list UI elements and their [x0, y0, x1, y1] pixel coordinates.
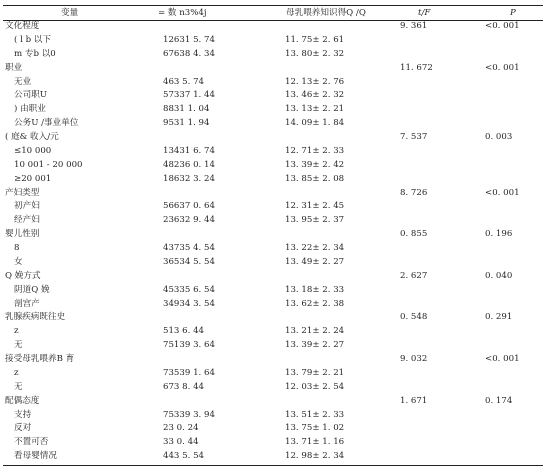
header-variable: 变量 — [61, 8, 79, 18]
row-n-percent: 18632 3. 24 — [163, 173, 215, 184]
row-p — [478, 159, 543, 173]
row-score — [248, 62, 398, 76]
row-p — [478, 422, 543, 436]
row-label: 女 — [14, 256, 23, 267]
row-p — [478, 34, 543, 48]
table-row — [3, 89, 543, 103]
row-label: 反对 — [14, 423, 32, 434]
row-t-f: 9. 032 — [400, 354, 428, 364]
table-row — [3, 34, 543, 48]
row-n-percent: 8831 1. 04 — [163, 104, 210, 115]
header-n: = 数 n3%4j — [158, 8, 207, 18]
category-row — [3, 395, 543, 409]
header-score: 母乳喂养知识得Q /Q — [286, 8, 366, 18]
row-n-percent: 443 5. 54 — [163, 451, 205, 462]
row-score — [248, 311, 398, 325]
table-row — [3, 145, 543, 159]
row-p — [478, 450, 543, 464]
row-p — [478, 367, 543, 381]
row-p — [478, 298, 543, 312]
row-label: 剖宫产 — [14, 298, 40, 309]
row-score: 13. 71± 1. 16 — [285, 437, 345, 448]
row-n-percent: 75139 3. 64 — [163, 340, 215, 351]
row-n-percent — [153, 311, 248, 325]
row-score: 11. 75± 2. 61 — [285, 34, 345, 45]
row-t-f — [398, 242, 478, 256]
row-n-percent — [153, 353, 248, 367]
row-p — [478, 325, 543, 339]
table-row — [3, 325, 543, 339]
row-score — [248, 270, 398, 284]
row-t-f — [398, 339, 478, 353]
data-table — [3, 6, 543, 464]
row-score: 12. 71± 2. 33 — [285, 145, 345, 156]
row-p — [478, 173, 543, 187]
row-score: 12. 13± 2. 76 — [285, 76, 345, 87]
row-p — [478, 214, 543, 228]
row-score: 13. 39± 2. 27 — [285, 340, 345, 351]
row-n-percent — [153, 187, 248, 201]
row-t-f: 11. 672 — [400, 62, 433, 73]
table-row — [3, 450, 543, 464]
row-n-percent: 36534 5. 54 — [163, 256, 215, 267]
table-body — [3, 20, 543, 464]
row-n-percent — [153, 395, 248, 409]
row-n-percent: 12631 5. 74 — [163, 34, 215, 45]
bottom-rule — [3, 465, 543, 466]
table-row — [3, 284, 543, 298]
row-t-f — [398, 325, 478, 339]
row-score: 13. 46± 2. 32 — [285, 90, 345, 101]
table-row — [3, 173, 543, 187]
row-label: ( l b 以下 — [14, 34, 51, 45]
row-score: 13. 49± 2. 27 — [285, 256, 345, 267]
row-n-percent: 23632 9. 44 — [163, 215, 215, 226]
category-row — [3, 228, 543, 242]
row-label: 初产妇 — [14, 201, 40, 212]
row-label: 8 — [14, 243, 20, 253]
row-label: ( 庭& 收入/元 — [5, 132, 59, 142]
row-label: 经产妇 — [14, 215, 40, 226]
category-row — [3, 20, 543, 34]
table-row — [3, 117, 543, 131]
row-label: m 专b 以0 — [14, 48, 56, 59]
row-n-percent: 23 0. 24 — [163, 423, 199, 434]
row-t-f — [398, 145, 478, 159]
row-score: 12. 31± 2. 45 — [285, 201, 345, 212]
table-row — [3, 422, 543, 436]
row-label: 支持 — [14, 409, 32, 420]
row-p: <0. 001 — [485, 187, 520, 198]
row-p: 0. 174 — [485, 395, 513, 406]
row-t-f: 8. 726 — [400, 187, 428, 198]
header-p: P — [510, 8, 516, 18]
row-score: 12. 03± 2. 54 — [285, 381, 345, 392]
row-p — [478, 256, 543, 270]
row-n-percent — [153, 270, 248, 284]
row-n-percent: 67638 4. 34 — [163, 48, 215, 59]
row-score: 13. 13± 2. 21 — [285, 104, 345, 115]
row-p — [478, 339, 543, 353]
row-label: 配偶态度 — [5, 395, 40, 406]
table-row — [3, 409, 543, 423]
table-row — [3, 298, 543, 312]
row-t-f: 1. 671 — [400, 395, 428, 406]
row-label: 婴儿性别 — [5, 229, 40, 240]
row-label: 接受母乳喂养B 育 — [5, 354, 75, 364]
row-p — [478, 200, 543, 214]
row-n-percent — [153, 62, 248, 76]
row-score — [248, 187, 398, 201]
row-n-percent: 45335 6. 54 — [163, 284, 215, 295]
row-label: 乳腺疾病既往史 — [5, 312, 66, 323]
row-t-f — [398, 298, 478, 312]
row-score: 13. 85± 2. 08 — [285, 173, 345, 184]
row-t-f — [398, 34, 478, 48]
row-p: 0. 196 — [485, 229, 513, 240]
row-n-percent: 43735 4. 54 — [163, 243, 215, 253]
row-p — [478, 76, 543, 90]
category-row — [3, 353, 543, 367]
table-row — [3, 256, 543, 270]
row-t-f — [398, 436, 478, 450]
row-t-f — [398, 214, 478, 228]
row-p: 0. 040 — [485, 270, 513, 281]
row-t-f: 0. 548 — [400, 312, 428, 323]
row-n-percent — [153, 20, 248, 34]
row-t-f — [398, 48, 478, 62]
row-n-percent: 56637 0. 64 — [163, 201, 215, 212]
row-p: 0. 291 — [485, 312, 513, 323]
row-t-f — [398, 89, 478, 103]
row-label: 阴道Q 娩 — [14, 284, 50, 295]
category-row — [3, 270, 543, 284]
row-t-f — [398, 76, 478, 90]
row-t-f — [398, 409, 478, 423]
table-row — [3, 381, 543, 395]
row-n-percent: 57337 1. 44 — [163, 90, 215, 101]
row-label: 无 — [14, 381, 23, 392]
row-t-f — [398, 117, 478, 131]
row-t-f: 0. 855 — [400, 229, 428, 240]
row-p — [478, 284, 543, 298]
row-n-percent: 73539 1. 64 — [163, 367, 215, 378]
table-row — [3, 214, 543, 228]
row-n-percent: 9531 1. 94 — [163, 118, 210, 129]
row-label: 职业 — [5, 62, 23, 73]
row-t-f — [398, 422, 478, 436]
row-t-f — [398, 450, 478, 464]
table-row — [3, 339, 543, 353]
row-label: 文化程度 — [5, 21, 40, 31]
row-n-percent — [153, 131, 248, 145]
row-score: 13. 80± 2. 32 — [285, 48, 345, 59]
row-t-f — [398, 284, 478, 298]
row-p — [478, 242, 543, 256]
row-score: 13. 39± 2. 42 — [285, 159, 345, 170]
row-p — [478, 103, 543, 117]
row-t-f: 7. 537 — [400, 132, 428, 142]
row-label: ≤10 000 — [14, 145, 52, 156]
row-label: ) 由职业 — [14, 104, 46, 115]
category-row — [3, 131, 543, 145]
category-row — [3, 62, 543, 76]
row-t-f — [398, 381, 478, 395]
row-score — [248, 353, 398, 367]
row-label: Q 娩方式 — [5, 270, 41, 281]
row-t-f: 9. 361 — [400, 21, 428, 31]
category-row — [3, 311, 543, 325]
row-score: 12. 98± 2. 34 — [285, 451, 345, 462]
row-p: <0. 001 — [485, 62, 520, 73]
row-label: 不置可否 — [14, 437, 49, 448]
table-row — [3, 76, 543, 90]
row-score — [248, 131, 398, 145]
row-score: 13. 21± 2. 24 — [285, 326, 345, 337]
row-n-percent: 75339 3. 94 — [163, 409, 215, 420]
table-row — [3, 200, 543, 214]
table-row — [3, 242, 543, 256]
row-p — [478, 409, 543, 423]
row-score — [248, 228, 398, 242]
row-n-percent — [153, 228, 248, 242]
row-p — [478, 145, 543, 159]
row-n-percent: 13431 6. 74 — [163, 145, 215, 156]
row-score: 13. 18± 2. 33 — [285, 284, 345, 295]
table-row — [3, 48, 543, 62]
table-row — [3, 436, 543, 450]
row-label: 10 001 - 20 000 — [14, 159, 83, 170]
row-n-percent: 34934 3. 54 — [163, 298, 215, 309]
header-t: t/F — [418, 8, 431, 18]
row-n-percent: 463 5. 74 — [163, 76, 205, 87]
row-n-percent: 48236 0. 14 — [163, 159, 215, 170]
row-label: 无 — [14, 340, 23, 351]
table-row — [3, 159, 543, 173]
row-score: 13. 22± 2. 34 — [285, 243, 345, 253]
row-label: 无业 — [14, 76, 32, 87]
row-p — [478, 117, 543, 131]
row-n-percent: 33 0. 44 — [163, 437, 199, 448]
row-p: <0. 001 — [485, 354, 520, 364]
row-score: 14. 09± 1. 84 — [285, 118, 345, 129]
row-p — [478, 381, 543, 395]
row-score — [248, 20, 398, 34]
row-t-f — [398, 367, 478, 381]
row-t-f — [398, 256, 478, 270]
category-row — [3, 187, 543, 201]
row-score: 13. 95± 2. 37 — [285, 215, 345, 226]
row-label: 产妇类型 — [5, 187, 40, 198]
header-row — [3, 6, 543, 20]
row-label: 公司职U — [14, 90, 48, 101]
row-t-f — [398, 200, 478, 214]
row-p — [478, 436, 543, 450]
table-row — [3, 103, 543, 117]
row-score: 13. 62± 2. 38 — [285, 298, 345, 309]
row-label: 公务U /事业单位 — [14, 118, 79, 129]
row-label: 看母婴情况 — [14, 451, 57, 462]
row-score: 13. 75± 1. 02 — [285, 423, 345, 434]
row-label: z — [14, 367, 19, 378]
row-t-f — [398, 103, 478, 117]
row-label: z — [14, 326, 19, 337]
row-score — [248, 395, 398, 409]
row-label: ≥20 001 — [14, 173, 52, 184]
row-t-f — [398, 173, 478, 187]
table-row — [3, 367, 543, 381]
row-p — [478, 89, 543, 103]
row-p: <0. 001 — [485, 21, 520, 31]
row-score: 13. 79± 2. 21 — [285, 367, 345, 378]
row-n-percent: 513 6. 44 — [163, 326, 205, 337]
row-p — [478, 48, 543, 62]
row-score: 13. 51± 2. 33 — [285, 409, 345, 420]
row-t-f — [398, 159, 478, 173]
row-p: 0. 003 — [485, 132, 513, 142]
row-t-f: 2. 627 — [400, 270, 428, 281]
row-n-percent: 673 8. 44 — [163, 381, 205, 392]
